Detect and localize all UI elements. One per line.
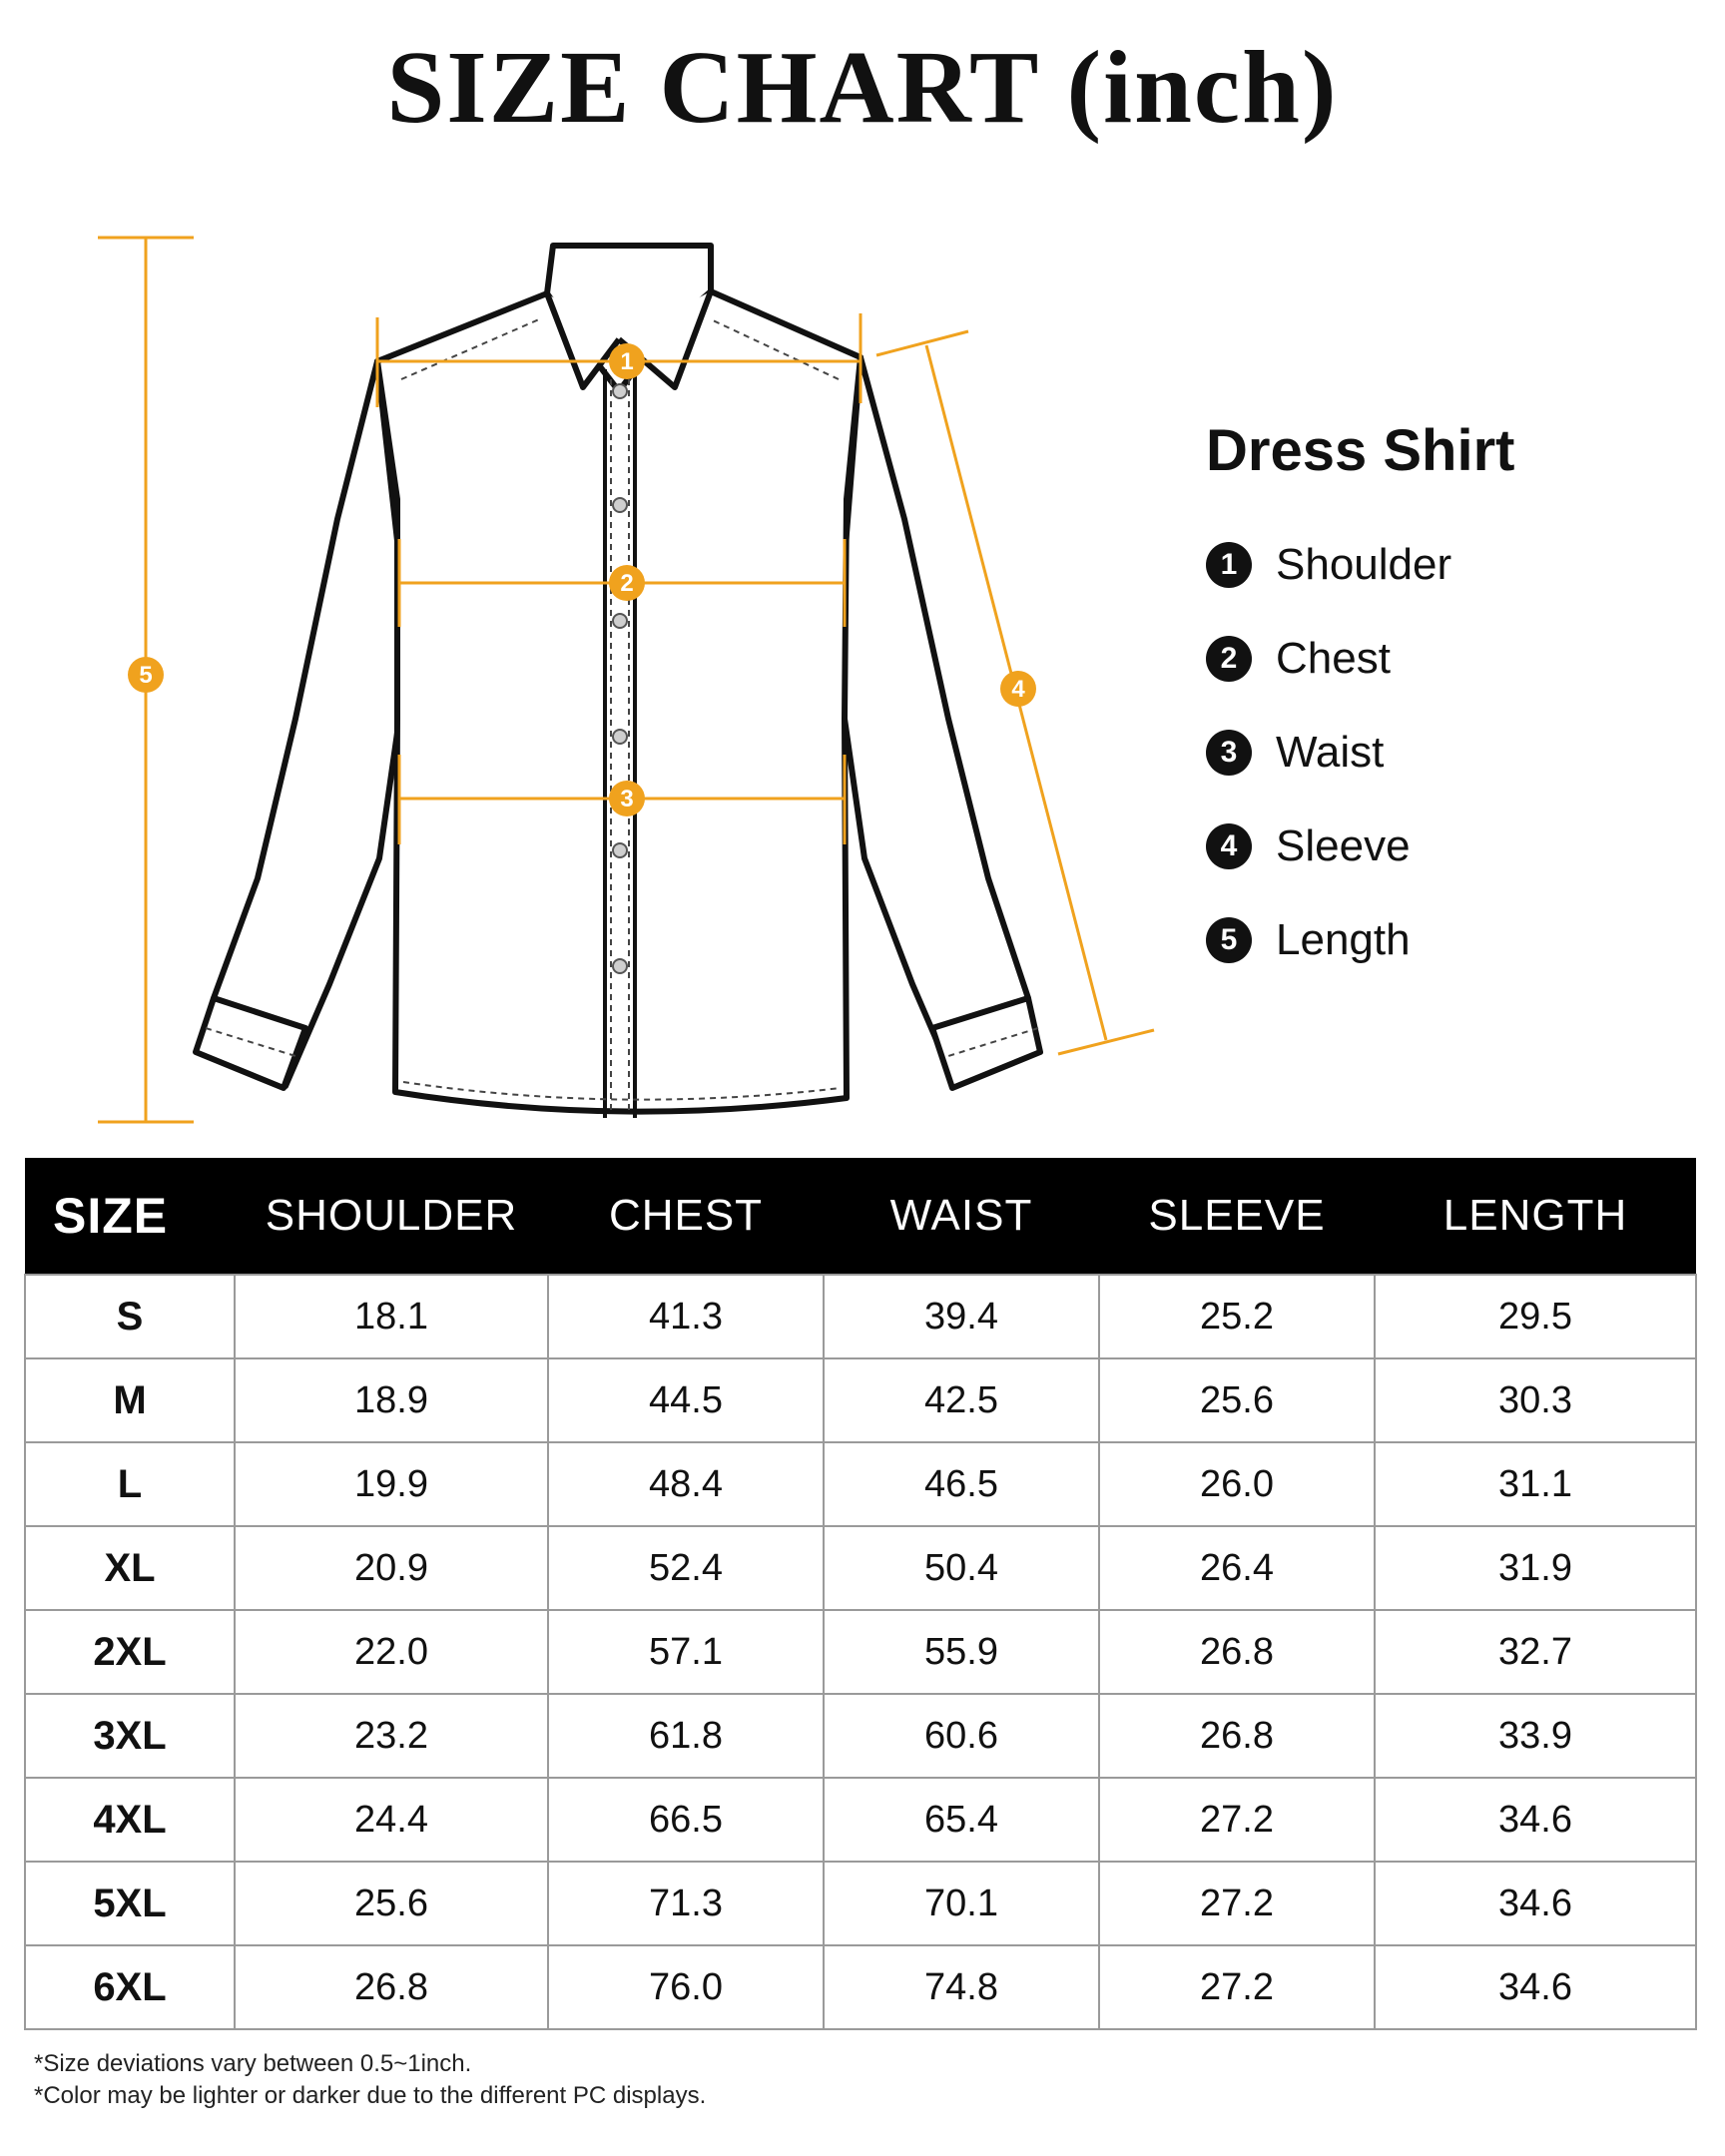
- marker-3: [609, 781, 645, 816]
- legend: [1206, 417, 1514, 987]
- legend-label: Shoulder: [1276, 540, 1452, 589]
- table-cell: 18.9: [235, 1358, 548, 1442]
- table-cell: 41.3: [548, 1275, 824, 1358]
- legend-item-length: [1206, 893, 1514, 987]
- marker-2: [609, 565, 645, 601]
- table-cell: 42.5: [824, 1358, 1099, 1442]
- table-cell: 71.3: [548, 1862, 824, 1945]
- table-cell: 26.4: [1099, 1526, 1375, 1610]
- table-row: [25, 1778, 1696, 1862]
- header-shoulder: SHOULDER: [235, 1158, 548, 1275]
- table-cell: 33.9: [1375, 1694, 1696, 1778]
- header-chest: CHEST: [548, 1158, 824, 1275]
- table-row: [25, 1610, 1696, 1694]
- table-row: [25, 1862, 1696, 1945]
- table-row: [25, 1442, 1696, 1526]
- table-cell: 20.9: [235, 1526, 548, 1610]
- table-cell: 61.8: [548, 1694, 824, 1778]
- page-title: SIZE CHART (inch): [386, 30, 1339, 145]
- table-cell: 23.2: [235, 1694, 548, 1778]
- header-waist: WAIST: [824, 1158, 1099, 1275]
- table-row: [25, 1945, 1696, 2029]
- table-cell: 34.6: [1375, 1945, 1696, 2029]
- table-cell: 25.6: [1099, 1358, 1375, 1442]
- table-cell: 31.1: [1375, 1442, 1696, 1526]
- table-row: [25, 1275, 1696, 1358]
- table-row: [25, 1526, 1696, 1610]
- table-header-row: [25, 1158, 1696, 1275]
- table-cell: 52.4: [548, 1526, 824, 1610]
- footnote-color: *Color may be lighter or darker due to the different PC displays.: [34, 2082, 707, 2109]
- number-5-icon: 5: [1206, 917, 1252, 963]
- table-cell: 76.0: [548, 1945, 824, 2029]
- table-cell: 30.3: [1375, 1358, 1696, 1442]
- table-cell: 27.2: [1099, 1945, 1375, 2029]
- table-cell: 26.8: [235, 1945, 548, 2029]
- table-cell: 27.2: [1099, 1862, 1375, 1945]
- marker-3-label: 3: [620, 786, 634, 812]
- legend-item-sleeve: [1206, 800, 1514, 893]
- marker-5: [128, 657, 164, 693]
- table-cell: 25.2: [1099, 1275, 1375, 1358]
- size-cell: M: [25, 1358, 235, 1442]
- table-cell: 65.4: [824, 1778, 1099, 1862]
- legend-label: Sleeve: [1276, 821, 1411, 870]
- number-1-icon: 1: [1206, 542, 1252, 588]
- size-table: [24, 1158, 1697, 2030]
- legend-item-shoulder: [1206, 518, 1514, 612]
- legend-label: Length: [1276, 915, 1411, 964]
- legend-item-chest: [1206, 612, 1514, 706]
- table-cell: 46.5: [824, 1442, 1099, 1526]
- table-cell: 44.5: [548, 1358, 824, 1442]
- table-cell: 39.4: [824, 1275, 1099, 1358]
- footnote-deviation: *Size deviations vary between 0.5~1inch.: [34, 2050, 472, 2077]
- size-cell: 6XL: [25, 1945, 235, 2029]
- table-cell: 32.7: [1375, 1610, 1696, 1694]
- marker-1-label: 1: [620, 348, 634, 375]
- table-cell: 27.2: [1099, 1778, 1375, 1862]
- table-cell: 26.8: [1099, 1610, 1375, 1694]
- table-row: [25, 1358, 1696, 1442]
- number-2-icon: 2: [1206, 636, 1252, 682]
- table-cell: 19.9: [235, 1442, 548, 1526]
- table-cell: 26.8: [1099, 1694, 1375, 1778]
- table-cell: 24.4: [235, 1778, 548, 1862]
- number-3-icon: 3: [1206, 730, 1252, 776]
- table-cell: 29.5: [1375, 1275, 1696, 1358]
- header-size: SIZE: [25, 1158, 235, 1275]
- table-row: [25, 1694, 1696, 1778]
- legend-item-waist: [1206, 706, 1514, 800]
- table-cell: 34.6: [1375, 1778, 1696, 1862]
- table-cell: 26.0: [1099, 1442, 1375, 1526]
- table-cell: 34.6: [1375, 1862, 1696, 1945]
- marker-4-label: 4: [1011, 676, 1025, 703]
- size-cell: 3XL: [25, 1694, 235, 1778]
- table-cell: 60.6: [824, 1694, 1099, 1778]
- size-cell: 5XL: [25, 1862, 235, 1945]
- table-cell: 55.9: [824, 1610, 1099, 1694]
- marker-4: [1000, 671, 1036, 707]
- table-cell: 70.1: [824, 1862, 1099, 1945]
- number-4-icon: 4: [1206, 823, 1252, 869]
- header-sleeve: SLEEVE: [1099, 1158, 1375, 1275]
- size-cell: L: [25, 1442, 235, 1526]
- size-cell: S: [25, 1275, 235, 1358]
- size-cell: XL: [25, 1526, 235, 1610]
- table-cell: 74.8: [824, 1945, 1099, 2029]
- table-cell: 25.6: [235, 1862, 548, 1945]
- legend-label: Chest: [1276, 634, 1391, 683]
- table-cell: 18.1: [235, 1275, 548, 1358]
- table-cell: 31.9: [1375, 1526, 1696, 1610]
- size-cell: 4XL: [25, 1778, 235, 1862]
- legend-title: Dress Shirt: [1206, 418, 1515, 483]
- header-length: LENGTH: [1375, 1158, 1696, 1275]
- marker-2-label: 2: [620, 570, 634, 597]
- table-cell: 66.5: [548, 1778, 824, 1862]
- size-cell: 2XL: [25, 1610, 235, 1694]
- footnotes: [34, 2048, 706, 2112]
- legend-label: Waist: [1276, 728, 1385, 777]
- table-cell: 48.4: [548, 1442, 824, 1526]
- marker-1: [609, 343, 645, 379]
- marker-5-label: 5: [139, 662, 153, 689]
- table-cell: 57.1: [548, 1610, 824, 1694]
- table-cell: 50.4: [824, 1526, 1099, 1610]
- table-cell: 22.0: [235, 1610, 548, 1694]
